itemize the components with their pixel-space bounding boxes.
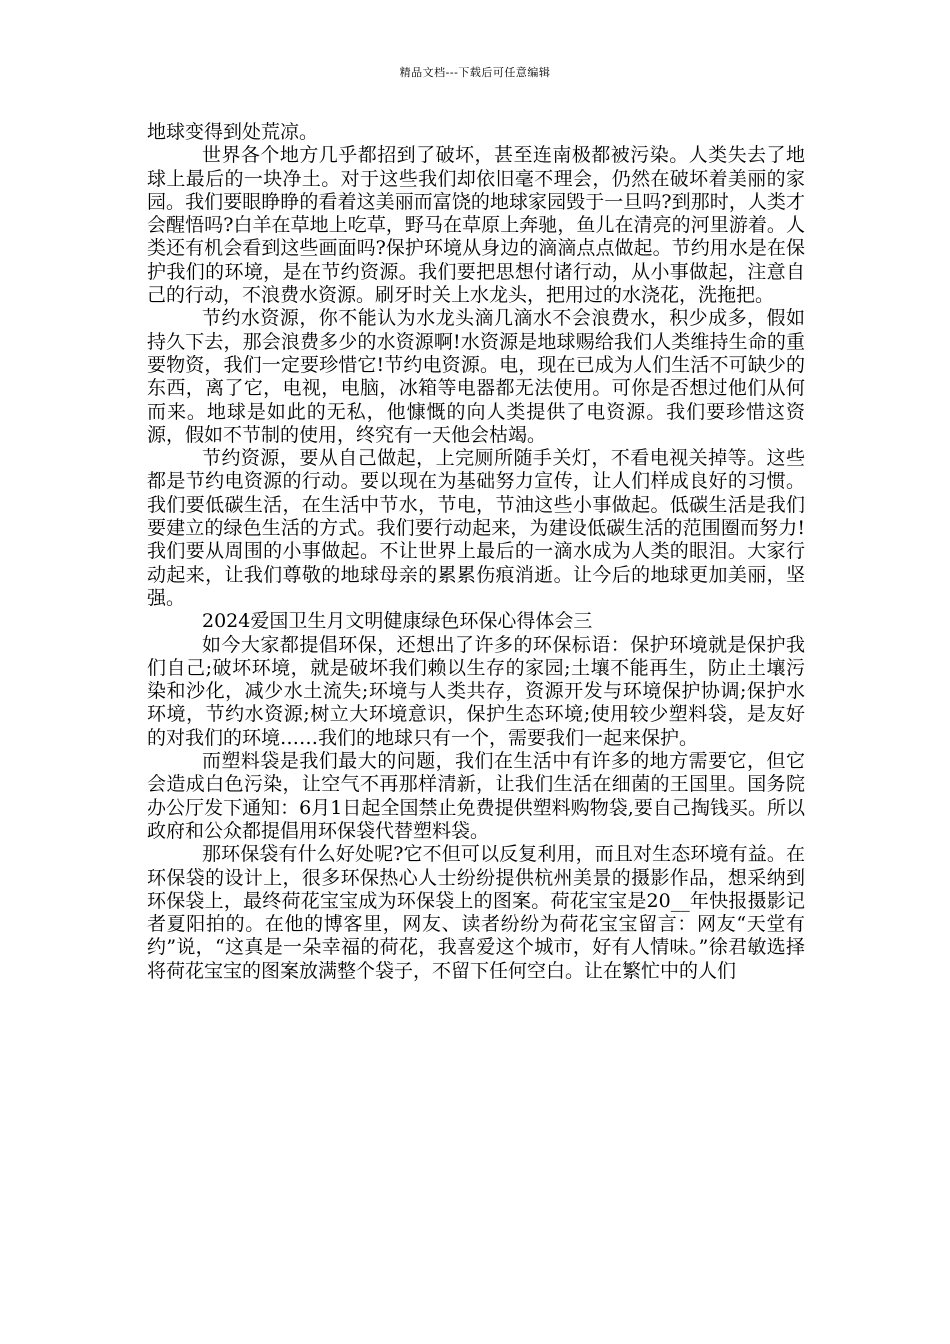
- document-body: [147, 121, 805, 983]
- paragraph: 节约资源，要从自己做起，上完厕所随手关灯，不看电视关掉等。这些都是节约电资源的行动。要以现在为基础努力宣传，让人们样成良好的习惯。我们要低碳生活，在生活中节水，节电，节油这些小事做起。低碳生活是我们要建立的绿色生活的方式。我们要行动起来，为建设低碳生活的范围圈而努力!我们要从周围的小事做起。不让世界上最后的一滴水成为人类的眼泪。大家行动起来，让我们尊敬的地球母亲的累累伤痕消逝。让今后的地球更加美丽，坚强。: [147, 447, 805, 609]
- paragraph: 如今大家都提倡环保，还想出了许多的环保标语：保护环境就是保护我们自己;破坏环境，就是破坏我们赖以生存的家园;土壤不能再生，防止土壤污染和沙化，减少水土流失;环境与人类共存，资源开发与环境保护协调;保护水环境，节约水资源;树立大环境意识，保护生态环境;使用较少塑料袋，是友好的对我们的环境……我们的地球只有一个，需要我们一起来保护。: [147, 633, 805, 749]
- section-heading: 2024爱国卫生月文明健康绿色环保心得体会三: [202, 610, 593, 633]
- paragraph: 世界各个地方几乎都招到了破坏，甚至连南极都被污染。人类失去了地球上最后的一块净土。对于这些我们却依旧毫不理会，仍然在破坏着美丽的家园。我们要眼睁睁的看着这美丽而富饶的地球家园毁于一旦吗?到那时，人类才会醒悟吗?白羊在草地上吃草，野马在草原上奔驰，鱼儿在清亮的河里游着。人类还有机会看到这些画面吗?保护环境从身边的滴滴点点做起。节约用水是在保护我们的环境，是在节约资源。我们要把思想付诸行动，从小事做起，注意自己的行动，不浪费水资源。刷牙时关上水龙头，把用过的水浇花，洗拖把。: [147, 144, 805, 307]
- paragraph: 地球变得到处荒凉。: [147, 121, 319, 143]
- paragraph: 而塑料袋是我们最大的问题，我们在生活中有许多的地方需要它，但它会造成白色污染，让空气不再那样清新，让我们生活在细菌的王国里。国务院办公厅发下通知：6月1日起全国禁止免费提供塑料购物袋,要自己掏钱买。所以政府和公众都提倡用环保袋代替塑料袋。: [147, 750, 805, 842]
- paragraph: 那环保袋有什么好处呢?它不但可以反复利用，而且对生态环境有益。在环保袋的设计上，很多环保热心人士纷纷提供杭州美景的摄影作品，想采纳到环保袋上，最终荷花宝宝成为环保袋上的图案。荷花宝宝是20__年快报摄影记者夏阳拍的。在他的博客里，网友、读者纷纷为荷花宝宝留言：网友“天堂有约”说，“这真是一朵幸福的荷花，我喜爱这个城市，好有人情味。”徐君敏选择将荷花宝宝的图案放满整个袋子，不留下任何空白。让在繁忙中的人们: [147, 843, 805, 982]
- page-header: 精品文档---下载后可任意编辑: [399, 66, 551, 79]
- paragraph: 节约水资源，你不能认为水龙头滴几滴水不会浪费水，积少成多，假如持久下去，那会浪费多少的水资源啊!水资源是地球赐给我们人类维持生命的重要物资，我们一定要珍惜它!节约电资源。电，现在已成为人们生活不可缺少的东西，离了它，电视，电脑，冰箱等电器都无法使用。可你是否想过他们从何而来。地球是如此的无私，他慷慨的向人类提供了电资源。我们要珍惜这资源，假如不节制的使用，终究有一天他会枯竭。: [147, 307, 805, 446]
